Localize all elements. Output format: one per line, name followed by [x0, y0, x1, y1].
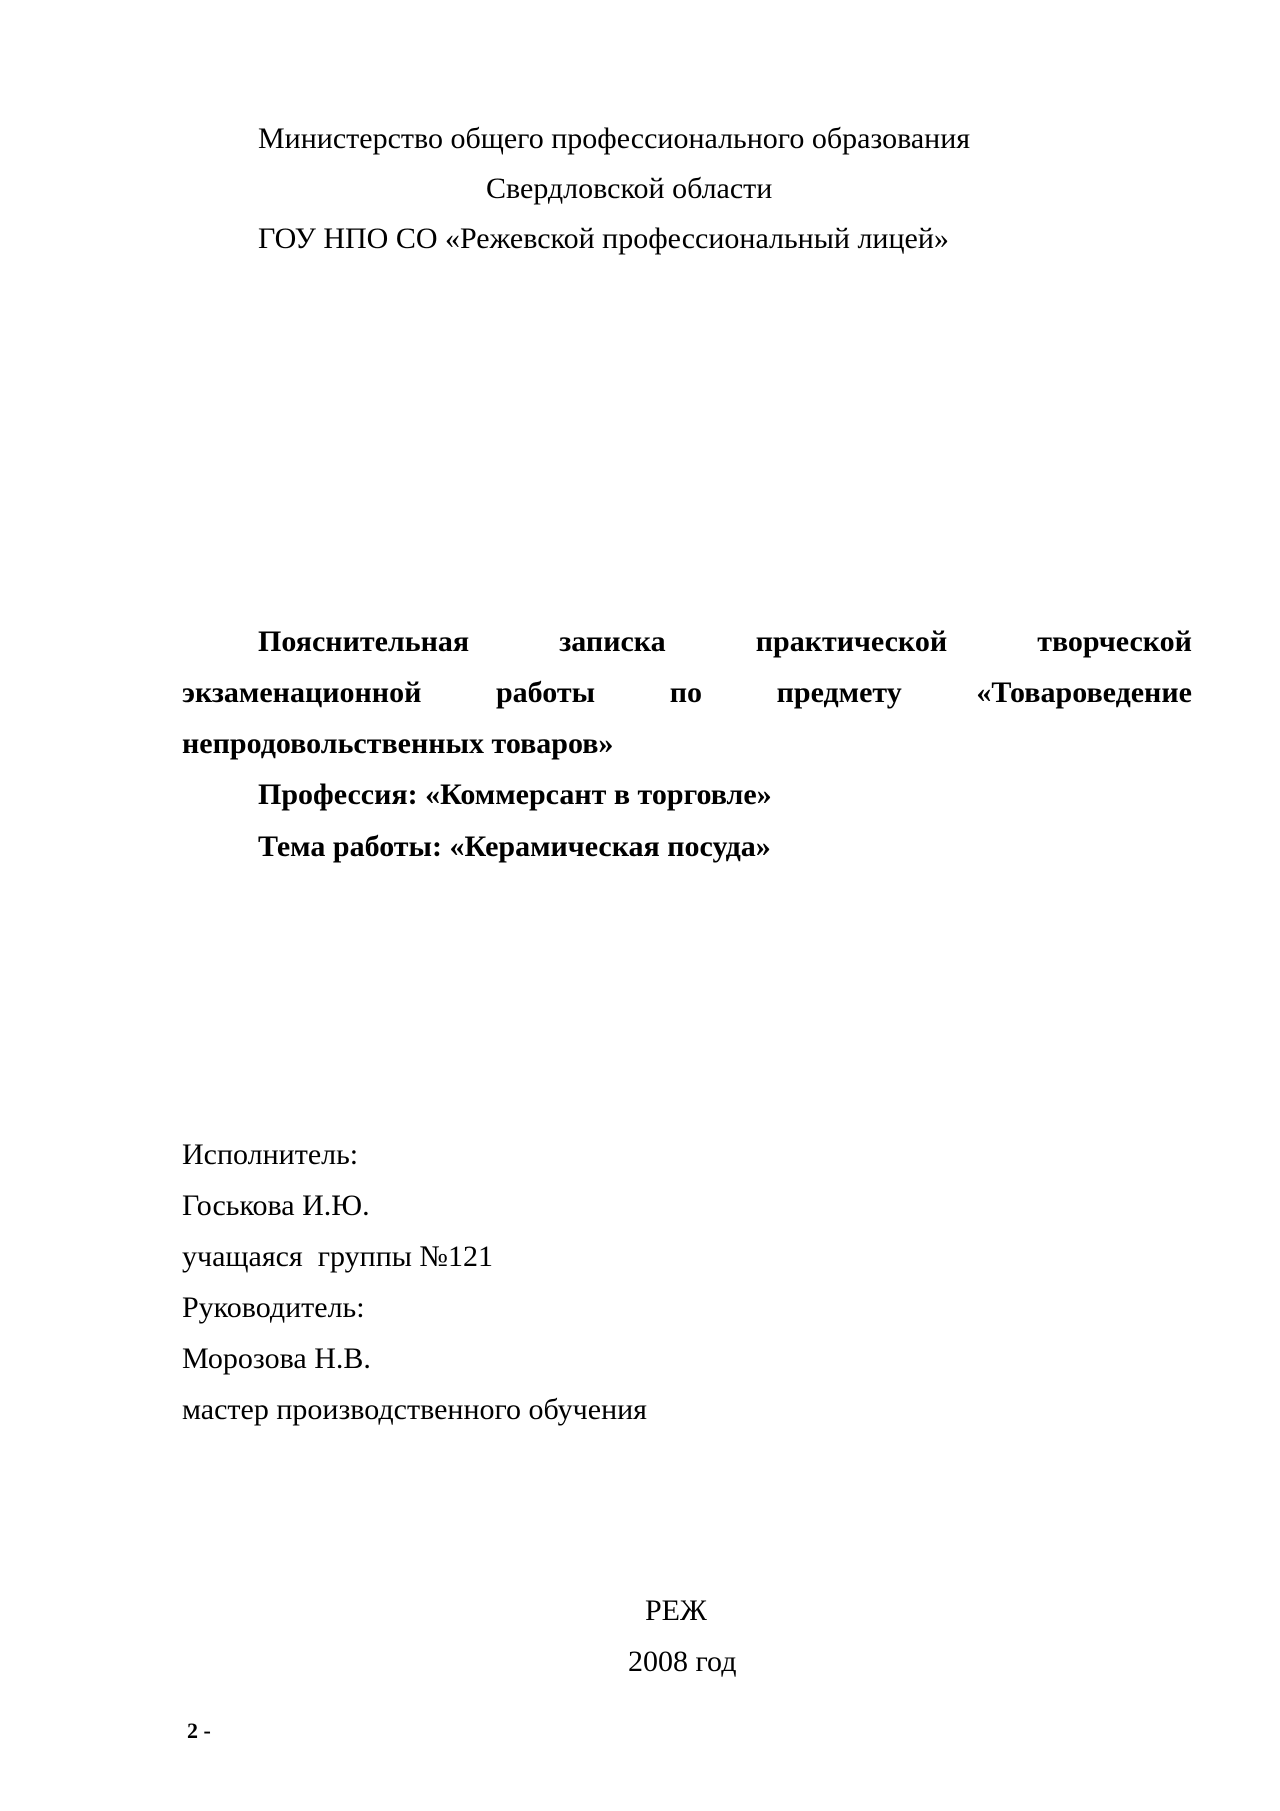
year-line: 2008 год [628, 1645, 737, 1678]
title-word: предмету [776, 676, 902, 709]
page-number: 2 - [187, 1718, 211, 1743]
supervisor-position: мастер производственного обучения [182, 1393, 647, 1426]
title-word: «Товароведение [976, 676, 1192, 709]
executor-name: Госькова И.Ю. [182, 1189, 370, 1222]
title-line-3: непродовольственных товаров» [182, 727, 614, 760]
title-word: записка [559, 625, 666, 658]
ministry-line: Министерство общего профессионального образования [258, 122, 971, 155]
title-word: работы [496, 676, 596, 709]
title-word: экзаменационной [182, 676, 422, 709]
title-word: практической [755, 625, 948, 658]
title-word: Пояснительная [258, 625, 470, 658]
topic-line: Тема работы: «Керамическая посуда» [258, 830, 771, 863]
executor-label: Исполнитель: [182, 1138, 359, 1171]
institution-line: ГОУ НПО СО «Режевской профессиональный лицей» [258, 222, 949, 255]
profession-line: Профессия: «Коммерсант в торговле» [258, 778, 772, 811]
executor-group: учащаяся группы №121 [182, 1240, 494, 1273]
title-line-1 [258, 624, 1192, 660]
title-line-2 [182, 675, 1192, 711]
title-word: по [669, 676, 702, 709]
region-line: Свердловской области [486, 172, 773, 205]
supervisor-label: Руководитель: [182, 1291, 365, 1324]
title-word: творческой [1037, 625, 1192, 658]
city-line: РЕЖ [645, 1594, 707, 1627]
supervisor-name: Морозова Н.В. [182, 1342, 371, 1375]
